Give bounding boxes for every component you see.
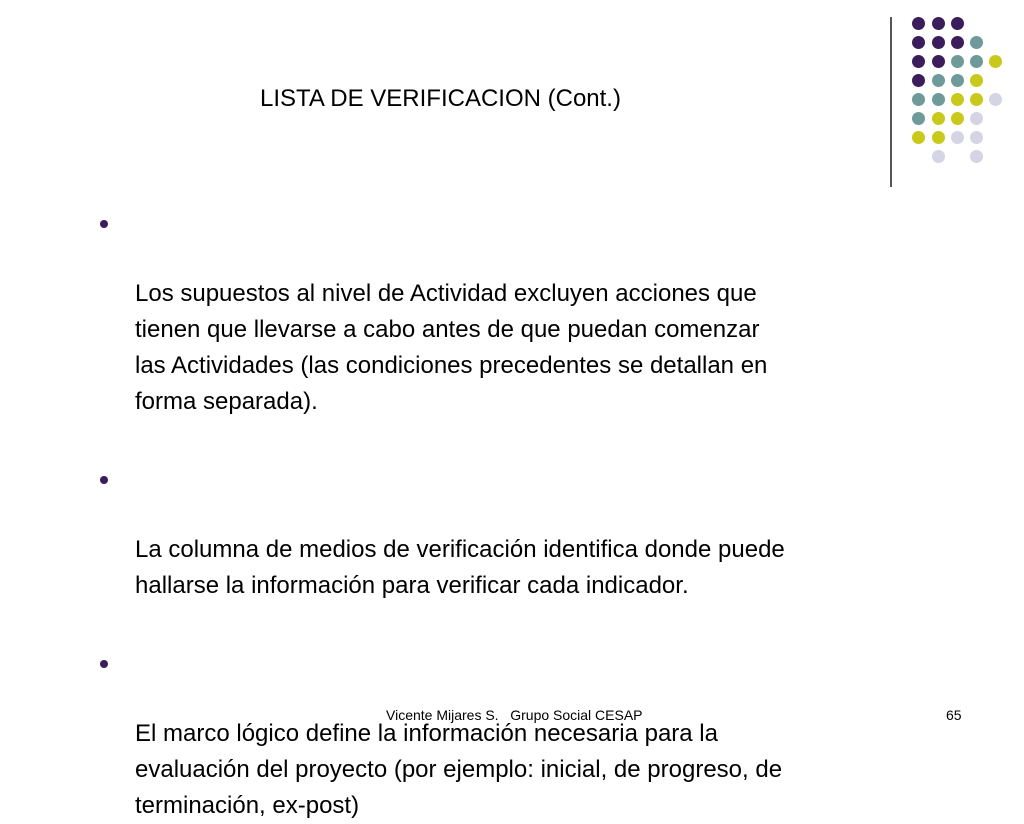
- decorative-dot: [951, 93, 964, 106]
- decorative-dot: [970, 93, 983, 106]
- decorative-divider-line: [890, 17, 892, 187]
- bullet-list: [100, 204, 940, 824]
- decorative-dot: [932, 93, 945, 106]
- bullet-text: La columna de medios de verificación identifica donde puede hallarse la información para verificar cada indicador.: [135, 536, 785, 599]
- decorative-dot: [970, 55, 983, 68]
- bullet-item: [100, 204, 940, 420]
- page-number: 65: [946, 707, 962, 723]
- decorative-dot: [970, 112, 983, 125]
- decorative-dot: [951, 74, 964, 87]
- decorative-dot: [912, 55, 925, 68]
- decorative-dot: [989, 93, 1002, 106]
- decorative-dot: [932, 112, 945, 125]
- slide-title: LISTA DE VERIFICACION (Cont.): [260, 85, 621, 112]
- bullet-item: [100, 644, 940, 824]
- decorative-dot: [912, 93, 925, 106]
- decorative-dot: [932, 74, 945, 87]
- bullet-dot-icon: [100, 220, 108, 228]
- decorative-dot: [970, 36, 983, 49]
- decorative-dot: [912, 36, 925, 49]
- decorative-dot: [912, 74, 925, 87]
- decorative-dot: [951, 36, 964, 49]
- decorative-dot: [970, 131, 983, 144]
- decorative-dot: [932, 150, 945, 163]
- decorative-dot: [932, 131, 945, 144]
- decorative-dot: [970, 150, 983, 163]
- footer-author: Vicente Mijares S. Grupo Social CESAP: [386, 707, 643, 723]
- decorative-dot: [989, 55, 1002, 68]
- decorative-dot: [932, 36, 945, 49]
- decorative-dot: [951, 55, 964, 68]
- bullet-text: Los supuestos al nivel de Actividad excluyen acciones que tienen que llevarse a cabo antes de que puedan comenzar las Actividades (las condiciones precedentes se detallan en forma separada).: [135, 280, 768, 415]
- decorative-dot: [932, 17, 945, 30]
- bullet-text: El marco lógico define la información necesaria para la evaluación del proyecto (por ejemplo: inicial, de progreso, de terminación, ex-post): [135, 720, 783, 819]
- bullet-dot-icon: [100, 476, 108, 484]
- decorative-dot: [970, 74, 983, 87]
- bullet-item: [100, 460, 940, 604]
- bullet-dot-icon: [100, 660, 108, 668]
- decorative-dot: [951, 131, 964, 144]
- decorative-dot: [912, 131, 925, 144]
- decorative-dot: [951, 112, 964, 125]
- decorative-dot: [912, 112, 925, 125]
- decorative-dot: [912, 17, 925, 30]
- decorative-dot: [932, 55, 945, 68]
- decorative-dot: [951, 17, 964, 30]
